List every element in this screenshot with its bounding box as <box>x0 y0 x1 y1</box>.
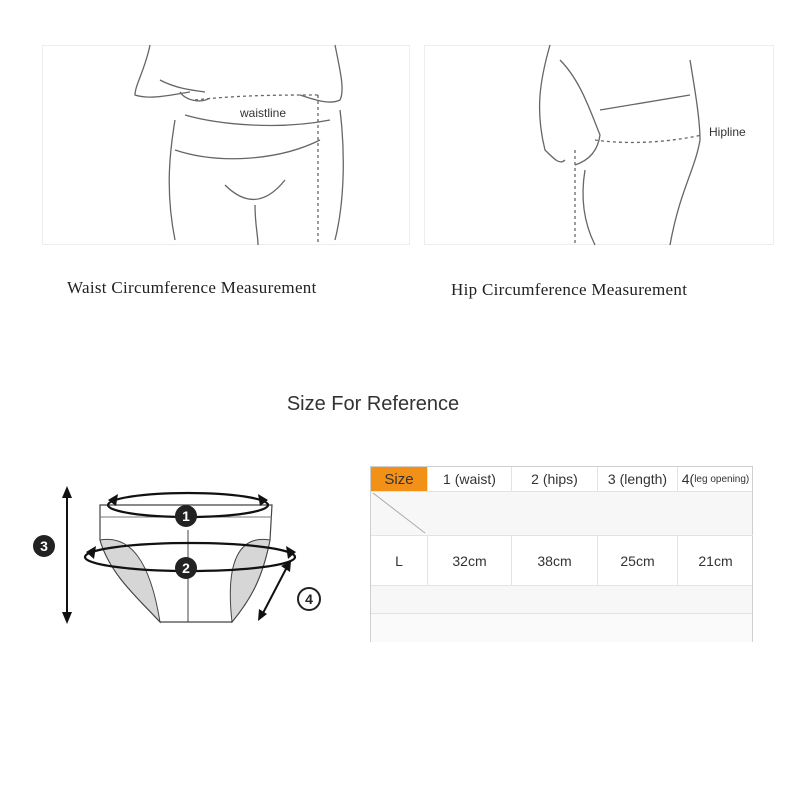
header-leg-number: 4( <box>681 471 695 487</box>
hip-caption: Hip Circumference Measurement <box>451 280 688 299</box>
row-leg-opening: 21cm <box>677 535 753 585</box>
row-size: L <box>371 535 427 585</box>
marker-4: 4 <box>297 587 321 611</box>
size-table <box>370 466 753 642</box>
table-empty-row <box>371 613 752 642</box>
marker-3: 3 <box>33 535 55 557</box>
waistline-label: waistline <box>240 106 287 120</box>
marker-1: 1 <box>175 505 197 527</box>
table-spacer-row <box>371 491 752 536</box>
header-size: Size <box>371 467 427 491</box>
row-waist: 32cm <box>427 535 511 585</box>
hipline-label: Hipline <box>709 125 746 139</box>
diagonal-cell <box>371 491 427 535</box>
size-reference-heading: Size For Reference <box>286 393 460 415</box>
header-hips: 2 (hips) <box>511 467 597 491</box>
row-length: 25cm <box>597 535 677 585</box>
marker-2: 2 <box>175 557 197 579</box>
header-leg-opening <box>677 467 753 491</box>
table-empty-row <box>371 585 752 614</box>
waist-caption: Waist Circumference Measurement <box>67 278 317 297</box>
header-waist: 1 (waist) <box>427 467 511 491</box>
header-length: 3 (length) <box>597 467 677 491</box>
header-leg-small: leg opening) <box>694 473 750 485</box>
waist-figure-sketch <box>135 45 343 245</box>
hip-figure-sketch <box>540 45 702 245</box>
row-hips: 38cm <box>511 535 597 585</box>
